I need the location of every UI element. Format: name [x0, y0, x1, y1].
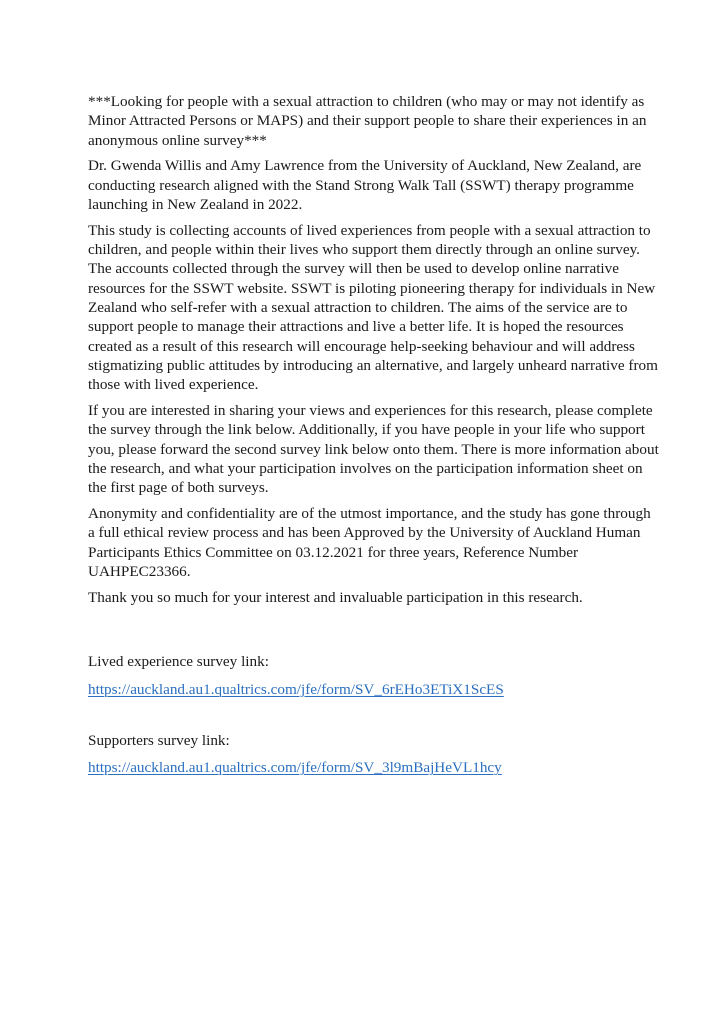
paragraph-line: the first page of both surveys. [88, 479, 269, 497]
paragraph-line: resources for the SSWT website. SSWT is piloting pioneering therapy for individuals in New [88, 279, 656, 297]
paragraph-line: support people to manage their attractions and live a better life. It is hoped the resources [88, 318, 624, 336]
recruitment-heading [88, 92, 648, 150]
heading-line: ***Looking for people with a sexual attraction to children (who may or may not identify as [88, 93, 645, 110]
paragraph-line: Participants Ethics Committee on 03.12.2021 for three years, Reference Number [88, 543, 579, 561]
paragraph-line: conducting research aligned with the Stand Strong Walk Tall (SSWT) therapy programme [88, 176, 634, 194]
document-page [88, 92, 659, 778]
paragraph-line: you, please forward the second survey link below onto them. There is more information about [88, 440, 659, 458]
paragraph-line: launching in New Zealand in 2022. [88, 195, 303, 213]
paragraph-line: the research, and what your participation involves on the participation information sheet on [88, 459, 643, 477]
paragraph-line: If you are interested in sharing your views and experiences for this research, please complete [88, 401, 653, 419]
researchers-paragraph [88, 156, 648, 214]
supporters-survey-link[interactable]: https://auckland.au1.qualtrics.com/jfe/form/SV_3l9mBajHeVL1hcy [88, 759, 502, 777]
paragraph-line: a full ethical review process and has been Approved by the University of Auckland Human [88, 524, 641, 542]
paragraph-line: those with lived experience. [88, 376, 259, 394]
paragraph-line: Zealand who self-refer with a sexual attraction to children. The aims of the service are to [88, 298, 628, 316]
heading-line: Minor Attracted Persons or MAPS) and their support people to share their experiences in an [88, 112, 647, 130]
spacer [88, 613, 648, 652]
heading-line: anonymous online survey*** [88, 131, 267, 149]
spacer [88, 699, 648, 731]
paragraph-line: UAHPEC23366. [88, 562, 191, 580]
paragraph-line: children, and people within their lives who support them directly through an online survey. [88, 241, 640, 259]
participation-paragraph [88, 401, 659, 497]
ethics-paragraph [88, 504, 651, 581]
paragraph-line: stigmatizing public attitudes by introducing an alternative, and largely unheard narrative from [88, 356, 658, 374]
lived-survey-label: Lived experience survey link: [88, 653, 269, 671]
paragraph-line: The accounts collected through the survey will then be used to develop online narrative [88, 260, 619, 278]
thanks-paragraph: Thank you so much for your interest and invaluable participation in this research. [88, 588, 583, 606]
lived-survey-link[interactable]: https://auckland.au1.qualtrics.com/jfe/form/SV_6rEHo3ETiX1ScES [88, 680, 504, 698]
study-description-paragraph [88, 221, 658, 395]
paragraph-line: Dr. Gwenda Willis and Amy Lawrence from the University of Auckland, New Zealand, are [88, 157, 642, 175]
paragraph-line: the survey through the link below. Additionally, if you have people in your life who support [88, 421, 645, 439]
paragraph-line: created as a result of this research will encourage help-seeking behaviour and will address [88, 337, 635, 355]
paragraph-line: This study is collecting accounts of lived experiences from people with a sexual attraction to [88, 221, 651, 239]
paragraph-line: Anonymity and confidentiality are of the utmost importance, and the study has gone through [88, 504, 651, 522]
supporters-survey-label: Supporters survey link: [88, 732, 230, 750]
